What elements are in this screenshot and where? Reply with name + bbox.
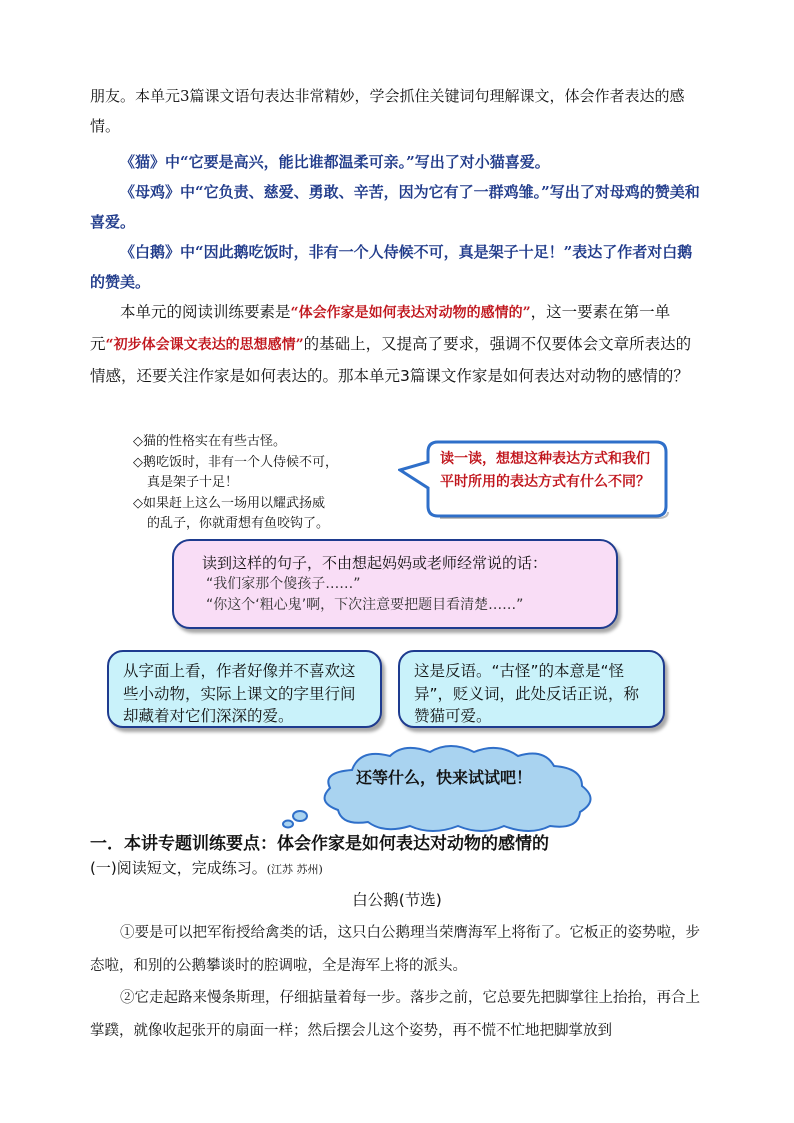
element-paragraph: 本单元的阅读训练要素是“体会作家是如何表达对动物的感情的”，这一要素在第一单元“初步体会课文表达的思想感情”的基础上，又提高了要求，强调不仅要体会文章所表达的情感，还要关注作家是如何表达的。那本单元3篇课文作家是如何表达对动物的感情的？ — [90, 303, 692, 385]
example-sentences — [133, 432, 393, 535]
source-label: (江苏 苏州) — [266, 863, 323, 876]
explanation-box-right: 这是反语。“古怪”的本意是“怪异”，贬义词，此处反话正说，称赞猫可爱。 — [398, 650, 665, 728]
section-heading: 一．本讲专题训练要点：体会作家是如何表达对动物的感情的 — [90, 834, 549, 854]
example-line: 的乱子，你就甭想有鱼咬钩了。 — [147, 516, 330, 531]
reminder-quote: “我们家那个傻孩子……” — [206, 576, 361, 592]
reminder-lead: 读到这样的句子，不由想起妈妈或老师经常说的话： — [202, 554, 548, 572]
cloud-text: 还等什么，快来试试吧！ — [356, 768, 533, 787]
quote-cat: 《猫》中“它要是高兴，能比谁都温柔可亲。”写出了对小猫喜爱。 — [120, 153, 550, 171]
callout-text: 读一读，想想这种表达方式和我们平时所用的表达方式有什么不同？ — [440, 451, 650, 490]
intro-paragraph: 朋友。本单元3篇课文语句表达非常精妙，学会抓住关键词句理解课文，体会作者表达的感情。 — [90, 87, 685, 135]
story-paragraph-2: ②它走起路来慢条斯理，仔细掂量着每一步。落步之前，它总要先把脚掌往上抬抬，再合上掌蹼，就像收起张开的扇面一样；然后摆会儿这个姿势，再不慌不忙地把脚掌放到 — [90, 990, 700, 1039]
example-line: 真是架子十足！ — [147, 475, 239, 490]
example-line: ◇鹅吃饭时，非有一个人侍候不可， — [133, 454, 338, 470]
example-line: ◇猫的性格实在有些古怪。 — [133, 434, 286, 449]
exercise-instruction: (一)阅读短文，完成练习。(江苏 苏州) — [90, 859, 323, 877]
reminder-quote: “你这个‘粗心鬼’啊，下次注意要把题目看清楚……” — [206, 597, 524, 613]
quote-goose: 《白鹅》中“因此鹅吃饭时，非有一个人侍候不可，真是架子十足！”表达了作者对白鹅的赞美。 — [90, 243, 693, 291]
explanation-box-left: 从字面上看，作者好像并不喜欢这些小动物，实际上课文的字里行间却藏着对它们深深的爱。 — [107, 650, 382, 728]
quote-hen: 《母鸡》中“它负责、慈爱、勇敢、辛苦，因为它有了一群鸡雏。”写出了对母鸡的赞美和喜爱。 — [90, 183, 700, 231]
example-line: ◇如果赶上这么一场用以耀武扬威 — [133, 495, 325, 511]
story-title: 白公鹅(节选) — [352, 891, 442, 909]
story-paragraph-1: ①要是可以把军衔授给禽类的话，这只白公鹅理当荣膺海军上将衔了。它板正的姿势啦，步态啦，和别的公鹅攀谈时的腔调啦，全是海军上将的派头。 — [90, 925, 700, 974]
reminder-box — [172, 539, 618, 629]
